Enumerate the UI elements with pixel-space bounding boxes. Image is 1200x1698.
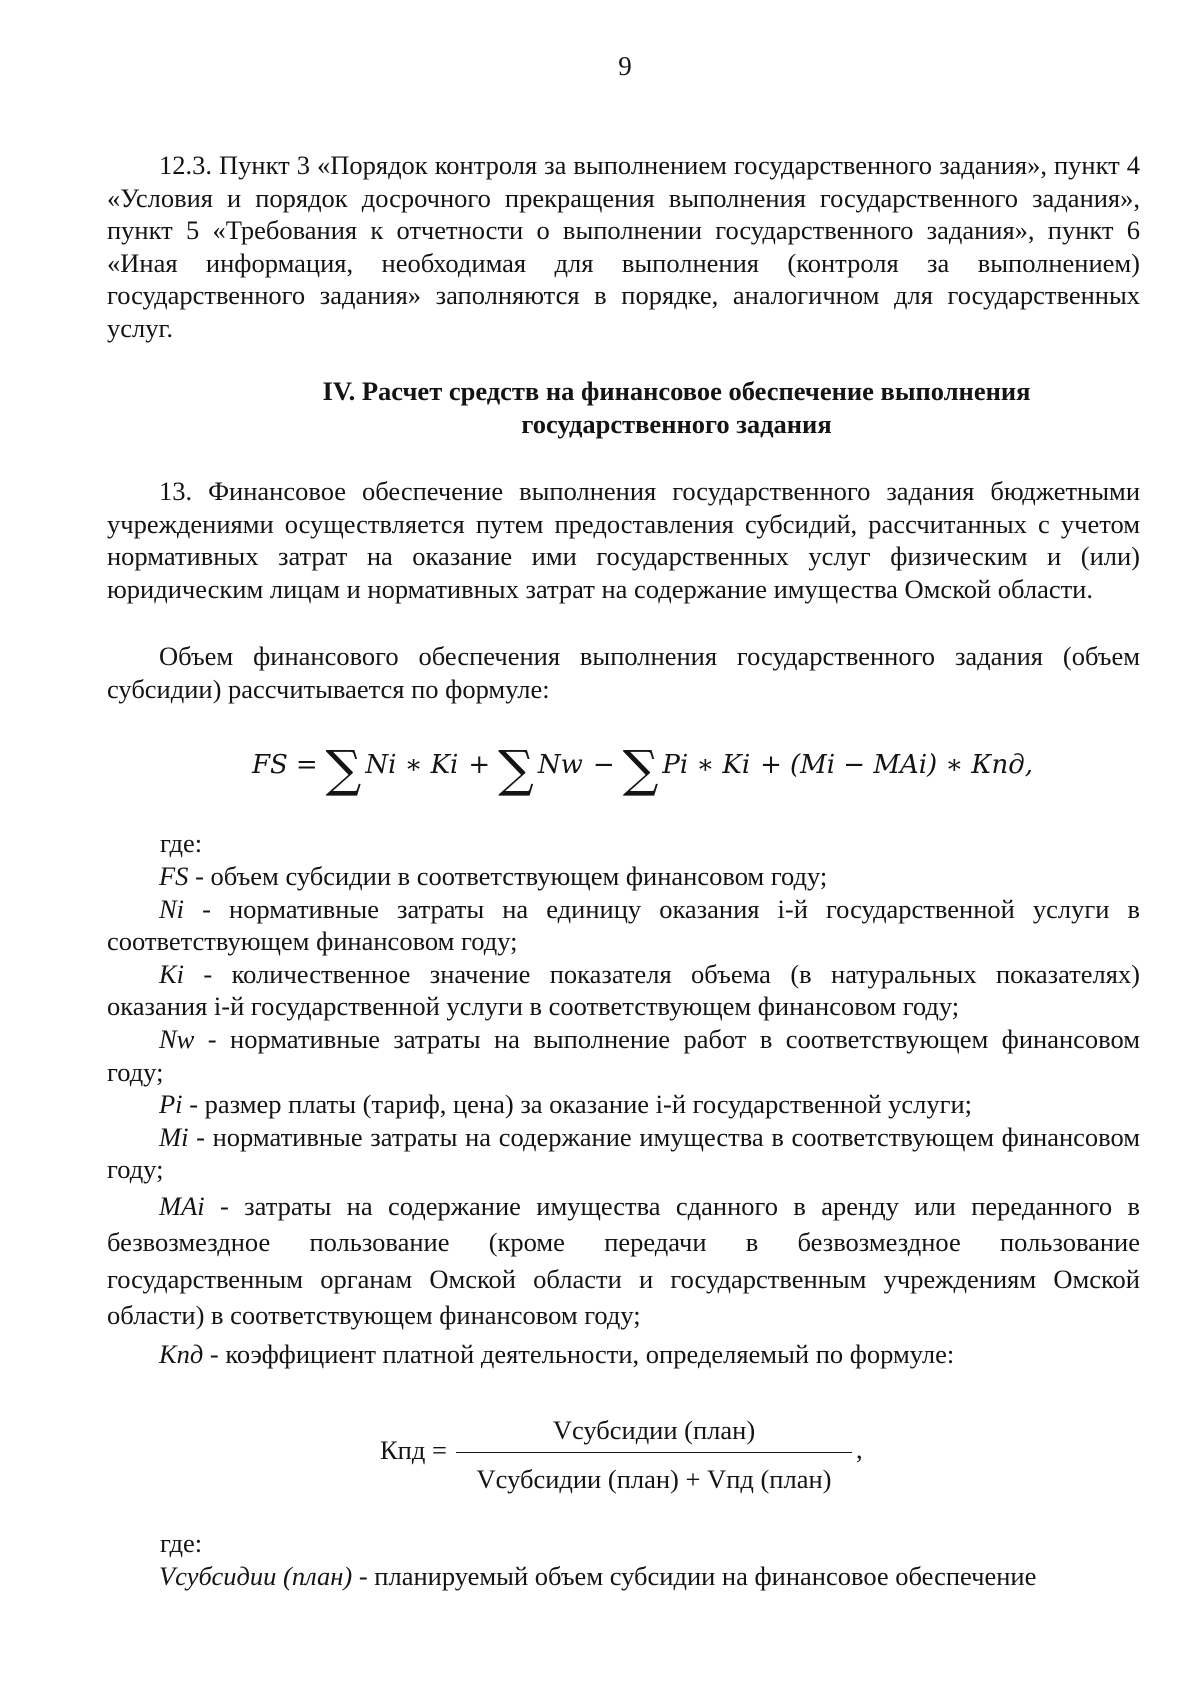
definition-text: - нормативные затраты на содержание имущества в соответствующем финансовом году; [107, 1121, 1140, 1185]
definitions-list [107, 860, 1140, 1371]
sum-symbol: ∑ [622, 740, 659, 798]
definition-kpd [107, 1338, 1140, 1371]
formula-fs-term-2: Nw [537, 750, 583, 780]
definition-var: MAi [159, 1190, 205, 1221]
fraction-bar [456, 1452, 852, 1453]
definition-pi [107, 1088, 1140, 1121]
formula-kpd-comma: , [856, 1434, 863, 1464]
formula-kpd-numerator: Vсубсидии (план) [552, 1415, 756, 1445]
formula-fs-term-4: (Mi − MAi) ∗ Кпд, [789, 750, 1034, 780]
definition-text: - планируемый объем субсидии на финансовое обеспечение [352, 1561, 1037, 1591]
definition-ki [107, 958, 1140, 1023]
formula-kpd-denominator: Vсубсидии (план) + Vпд (план) [476, 1464, 832, 1494]
sum-symbol: ∑ [325, 740, 362, 798]
definition-var: Ni [159, 893, 185, 924]
definition-text: - объем субсидии в соответствующем финансовом году; [188, 861, 828, 891]
paragraph-13: 13. Финансовое обеспечение выполнения государственного задания бюджетными учреждениями осуществляется путем предоставления субсидий, рассчитанных с учетом нормативных затрат на оказание ими государственных услуг физическим и (или) юридическим лицам и нормативных затрат на содержание имущества Омской области. [107, 476, 1140, 604]
sum-symbol: ∑ [498, 740, 534, 798]
formula-kpd-fraction [456, 1410, 852, 1499]
page-number: 9 [618, 51, 632, 81]
definition-text: - количественное значение показателя объема (в натуральных показателях) оказания i-й государственной услуги в соответствующем финансовом году; [107, 958, 1140, 1022]
formula-fs-minus: − [592, 750, 615, 780]
formula-fs-lhs: FS [252, 750, 288, 780]
paragraph-12-3: 12.3. Пункт 3 «Порядок контроля за выполнением государственного задания», пункт 4 «Условия и порядок досрочного прекращения выполнения государственного задания», пункт 5 «Требования к отчетности о выполнении государственного задания», пункт 6 «Иная информация, необходимая для выполнения (контроля за выполнением) государственного задания» заполняются в порядке, аналогичном для государственных услуг. [107, 150, 1140, 343]
formula-fs-term-1: Ni ∗ Ki [365, 750, 459, 780]
definition-mai [107, 1188, 1140, 1334]
definition-text: - коэффициент платной деятельности, определяемый по формуле: [203, 1338, 955, 1369]
definition-var: Nw [159, 1023, 195, 1054]
definition-var: FS [159, 861, 189, 891]
definition-var: Pi [159, 1089, 183, 1120]
definition-nw [107, 1023, 1140, 1088]
definition-mi [107, 1121, 1140, 1186]
definition-fs [107, 860, 1140, 893]
formula-fs-equals: = [295, 750, 318, 780]
formula-fs-plus-2: + [760, 750, 782, 780]
where-label-2: где: [160, 1528, 203, 1558]
section-heading [0, 375, 1200, 440]
paragraph-volume: Объем финансового обеспечения выполнения государственного задания (объем субсидии) рассчитывается по формуле: [107, 641, 1140, 704]
formula-kpd [380, 1410, 880, 1500]
definition-var: Кпд [159, 1338, 204, 1369]
definition-ni [107, 893, 1140, 958]
section-heading-line-1: IV. Расчет средств на финансовое обеспечение выполнения [322, 376, 1031, 406]
formula-fs-plus-1: + [468, 750, 491, 780]
definition-var: Vсубсидии (план) [159, 1561, 353, 1591]
definition-var: Ki [159, 958, 185, 989]
definition-text: - нормативные затраты на выполнение работ в соответствующем финансовом году; [107, 1023, 1140, 1087]
definition-text: - нормативные затраты на единицу оказания i-й государственной услуги в соответствующем финансовом году; [107, 893, 1140, 957]
formula-fs-term-3: Pi ∗ Ki [662, 750, 751, 780]
formula-fs [252, 735, 1035, 798]
definition-v-subsidy [107, 1560, 1140, 1593]
where-label: где: [160, 828, 203, 858]
section-heading-line-2: государственного задания [521, 408, 832, 439]
definition-text: - размер платы (тариф, цена) за оказание i-й государственной услуги; [182, 1089, 973, 1120]
definition-text: - затраты на содержание имущества сданного в аренду или переданного в безвозмездное пользование (кроме передачи в безвозмездное пользование государственным органам Омской области и государственным учреждениям Омской области) в соответствующем финансовом году; [107, 1190, 1140, 1331]
definition-var: Mi [159, 1121, 189, 1152]
formula-kpd-lhs: Кпд = [380, 1435, 447, 1465]
